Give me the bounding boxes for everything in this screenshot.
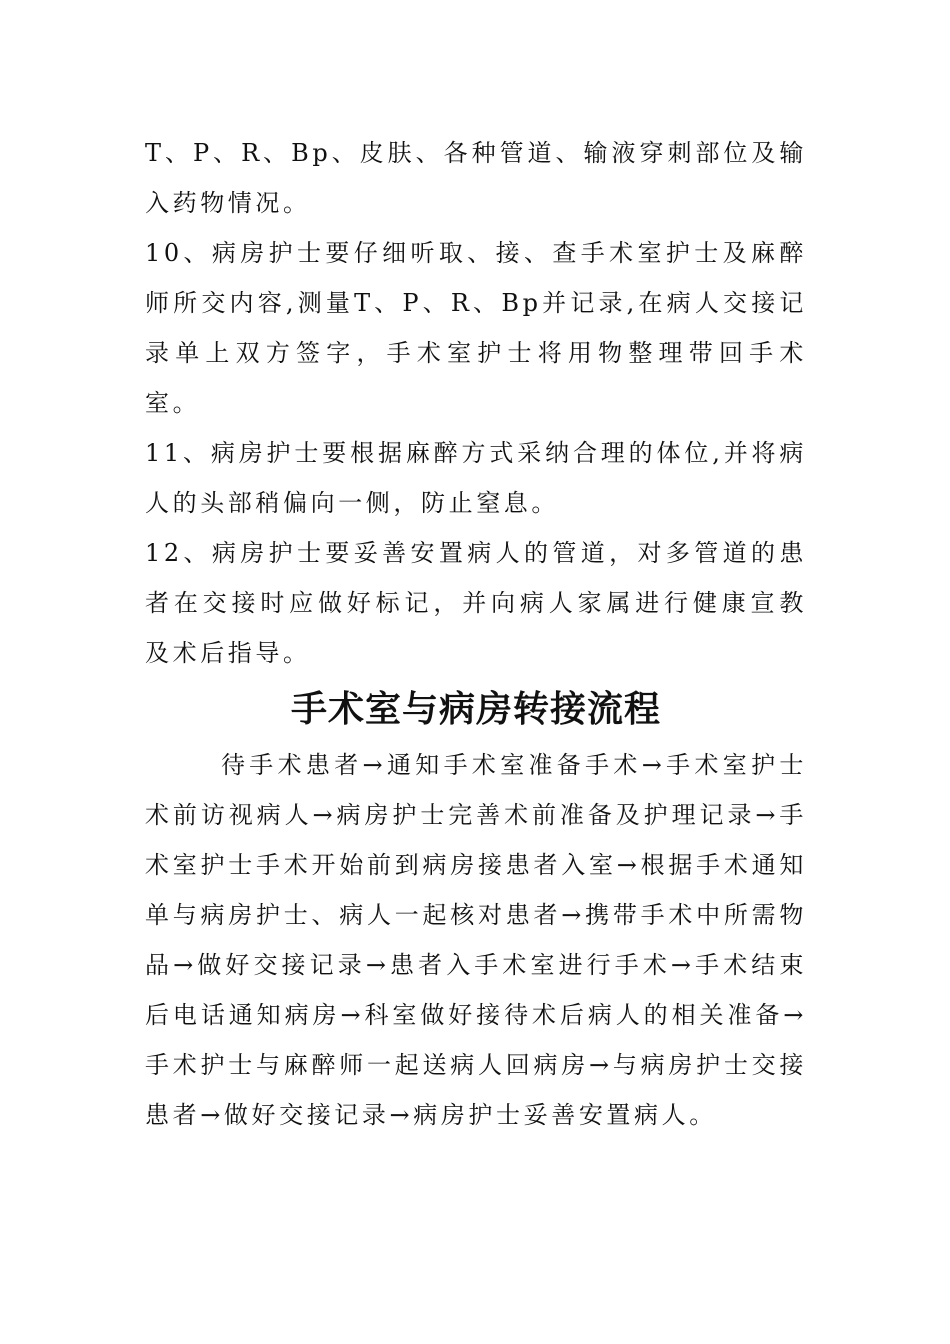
paragraph-continuation: T、P、R、Bp、皮肤、各种管道、输液穿刺部位及输入药物情况。 <box>145 139 807 217</box>
document-body <box>145 128 807 1140</box>
paragraph-item-11: 11、病房护士要根据麻醉方式采纳合理的体位,并将病人的头部稍偏向一侧，防止窒息。 <box>145 439 807 517</box>
paragraph-item-12: 12、病房护士要妥善安置病人的管道，对多管道的患者在交接时应做好标记，并向病人家属进行健康宣教及术后指导。 <box>145 539 807 667</box>
section-title: 手术室与病房转接流程 <box>290 689 661 730</box>
flow-paragraph: 待手术患者→通知手术室准备手术→手术室护士术前访视病人→病房护士完善术前准备及护理记录→手术室护士手术开始前到病房接患者入室→根据手术通知单与病房护士、病人一起核对患者→携带手术中所需物品→做好交接记录→患者入手术室进行手术→手术结束后电话通知病房→科室做好接待术后病人的相关准备→手术护士与麻醉师一起送病人回病房→与病房护士交接患者→做好交接记录→病房护士妥善安置病人。 <box>145 751 807 1129</box>
paragraph-item-10: 10、病房护士要仔细听取、接、查手术室护士及麻醉师所交内容,测量T、P、R、Bp并记录,在病人交接记录单上双方签字，手术室护士将用物整理带回手术室。 <box>145 239 807 417</box>
